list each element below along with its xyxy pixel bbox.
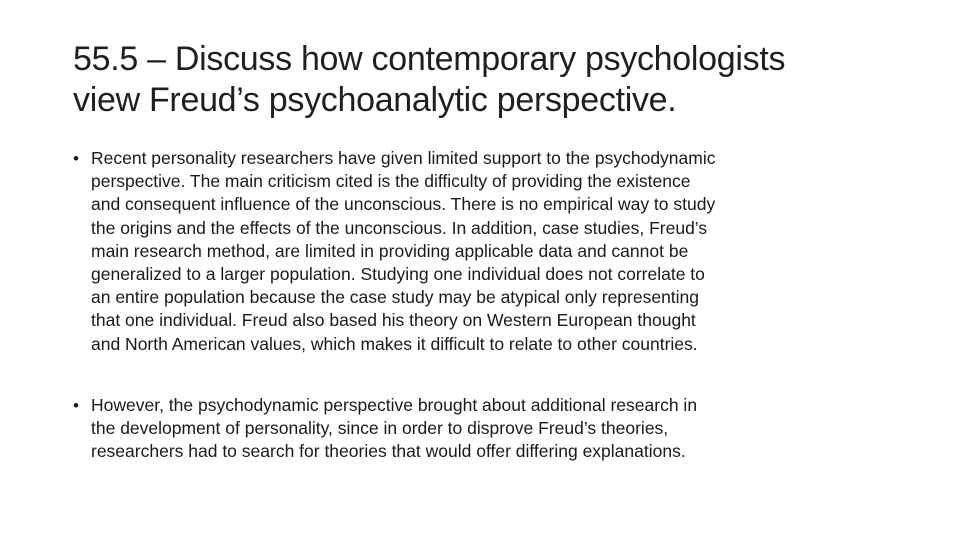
bullet-line: perspective. The main criticism cited is the difficulty of providing the existence — [91, 171, 691, 192]
bullet-text — [91, 394, 893, 464]
bullet-marker: • — [73, 149, 79, 168]
bullet-line: generalized to a larger population. Studying one individual does not correlate to — [91, 264, 705, 285]
bullet-line: an entire population because the case study may be atypical only representing — [91, 287, 700, 308]
bullet-line: and North American values, which makes it difficult to relate to other countries. — [91, 333, 698, 354]
bullet-line: researchers had to search for theories that would offer differing explanations. — [91, 441, 686, 462]
bullet-list — [73, 147, 893, 463]
bullet-line: Recent personality researchers have given limited support to the psychodynamic — [91, 148, 716, 168]
slide-title-line-2: view Freud’s psychoanalytic perspective. — [73, 81, 677, 119]
slide-title — [73, 39, 913, 121]
bullet-line: and consequent influence of the unconscious. There is no empirical way to study — [91, 194, 716, 215]
bullet-marker: • — [73, 395, 79, 415]
bullet-item-contribution — [73, 394, 893, 464]
bullet-item-criticism — [73, 147, 893, 356]
bullet-line: However, the psychodynamic perspective brought about additional research in — [91, 394, 698, 415]
bullet-line: that one individual. Freud also based his theory on Western European thought — [91, 310, 696, 331]
bullet-text — [91, 147, 893, 356]
bullet-line: the origins and the effects of the unconscious. In addition, case studies, Freud’s — [91, 217, 708, 238]
slide-title-line-1: 55.5 – Discuss how contemporary psychologists — [73, 40, 786, 78]
bullet-line: the development of personality, since in order to disprove Freud’s theories, — [91, 418, 669, 439]
bullet-line: main research method, are limited in providing applicable data and cannot be — [91, 240, 689, 261]
